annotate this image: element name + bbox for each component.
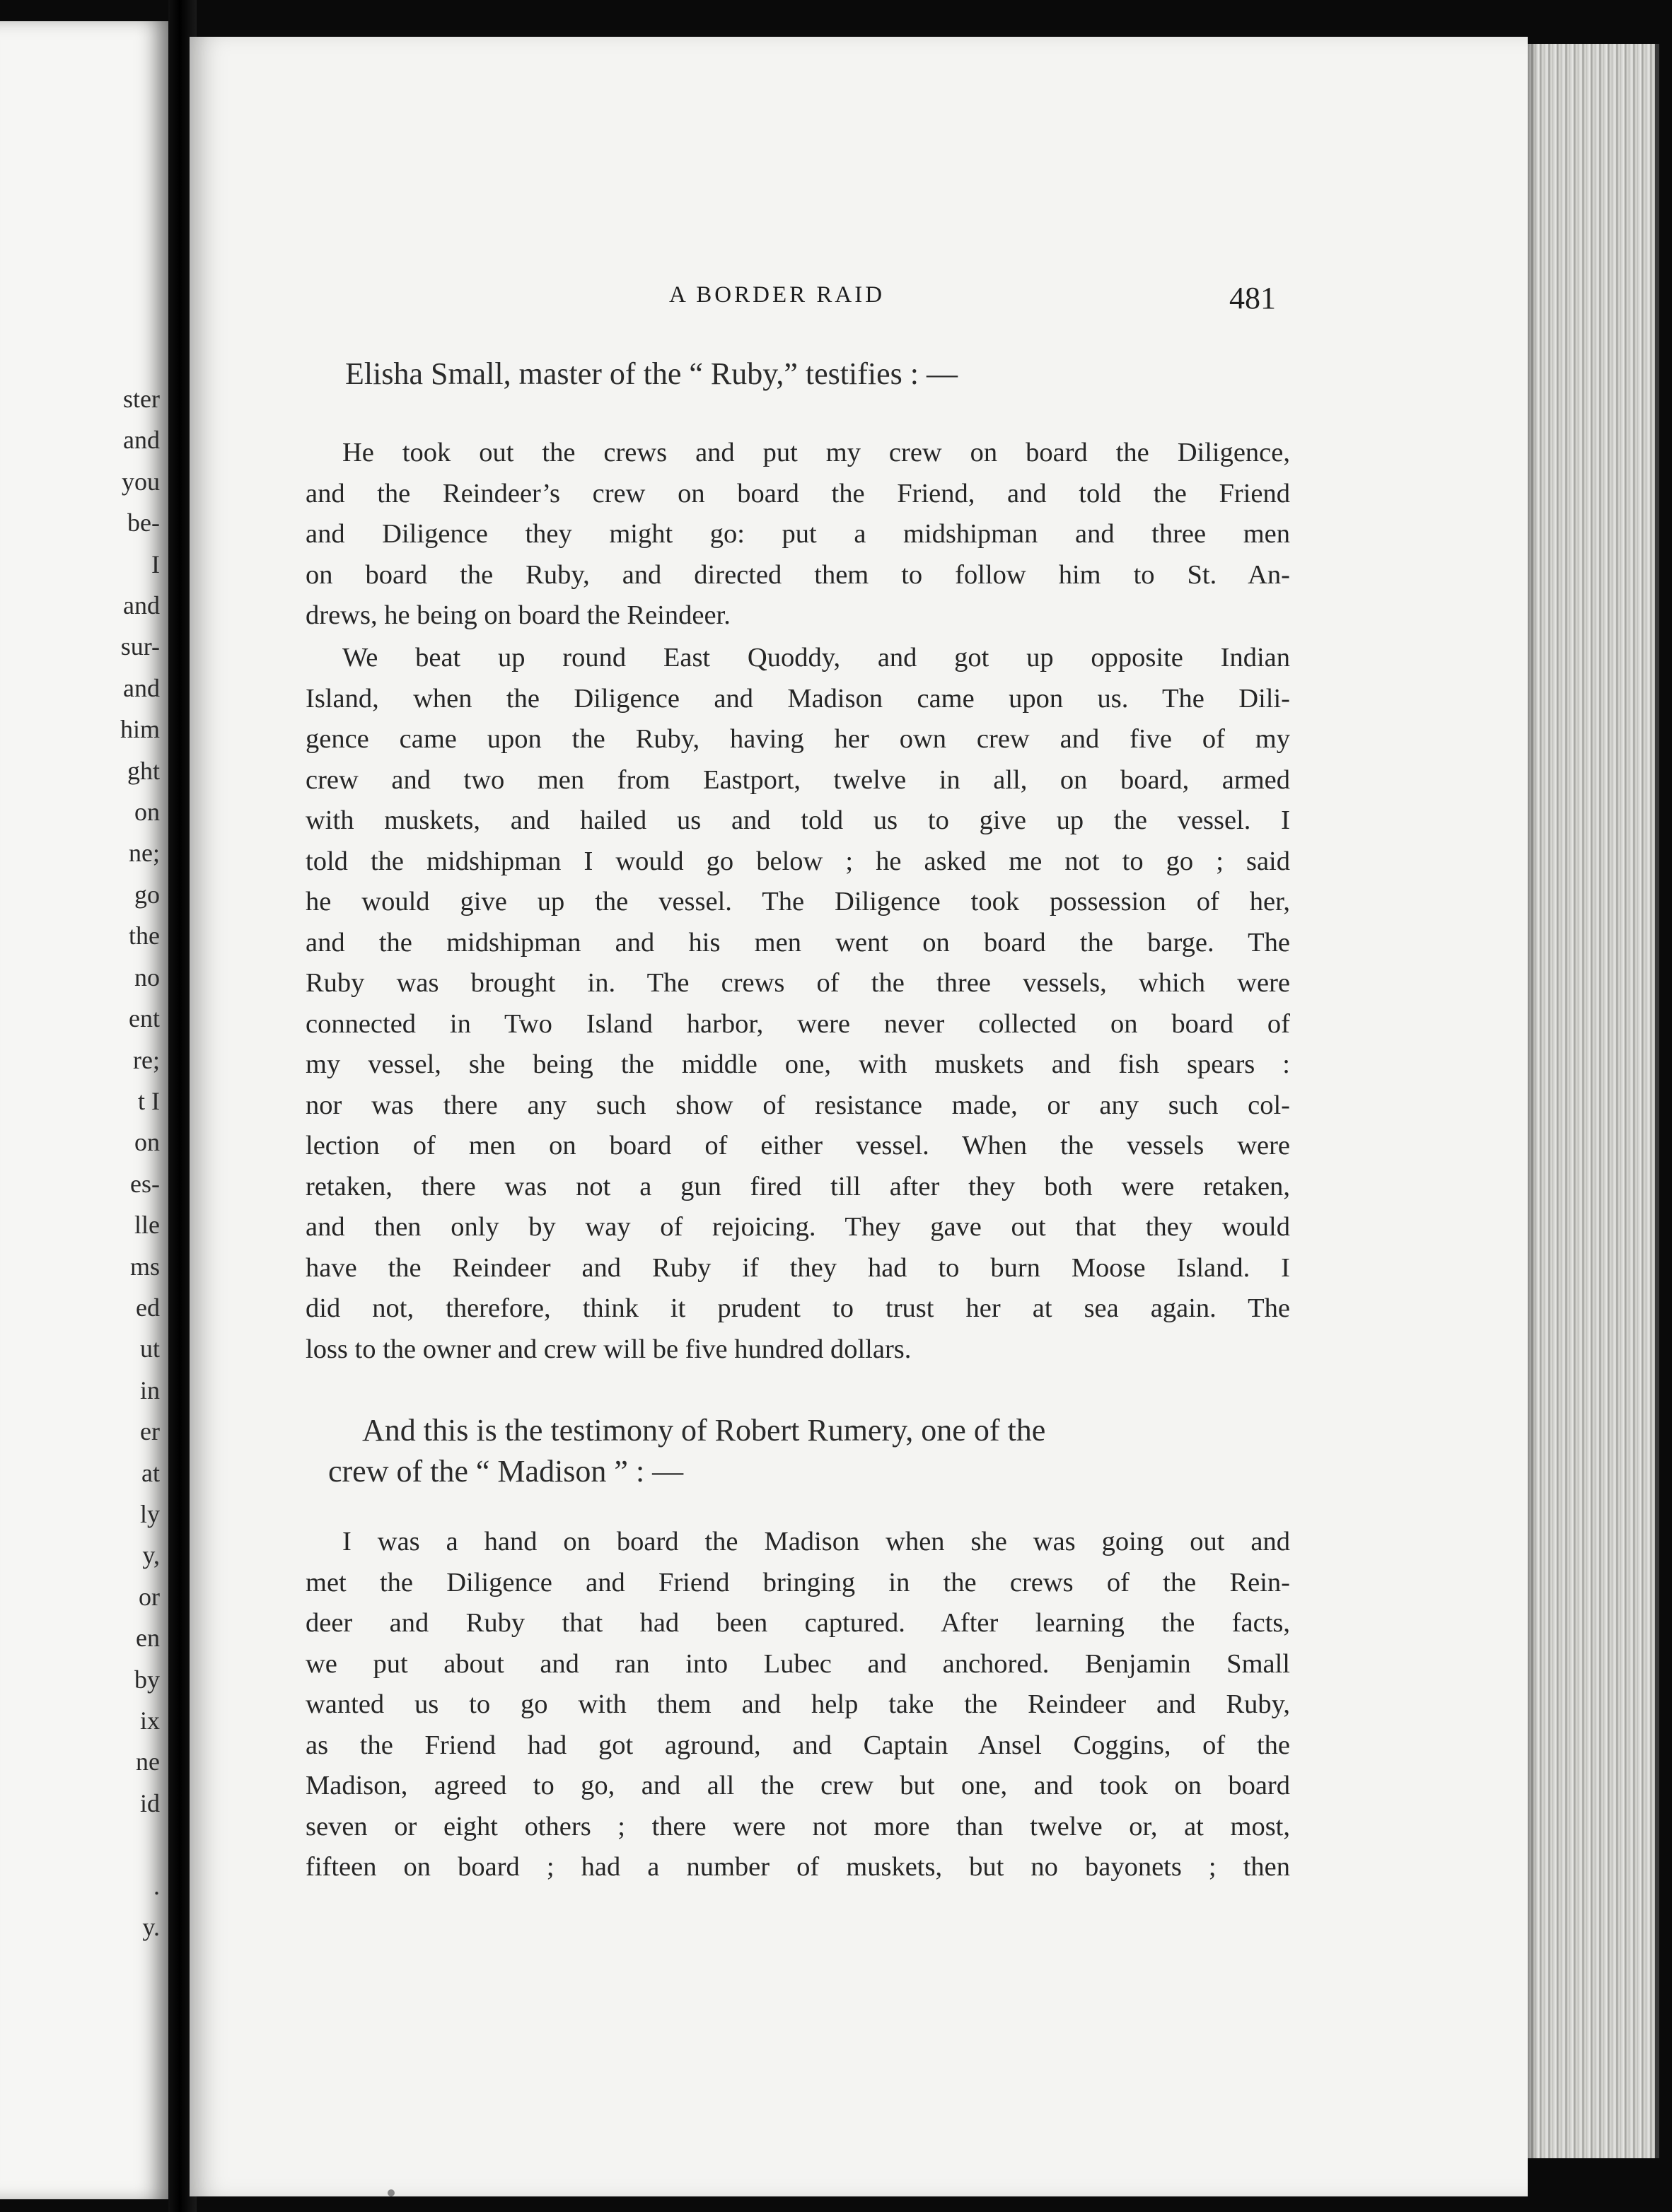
text-line: seven or eight others ; there were not more than twelve or, at most, bbox=[306, 1811, 1290, 1841]
text-line: he would give up the vessel. The Diligence took possession of her, bbox=[306, 887, 1290, 916]
left-page-fragment: sur- bbox=[120, 632, 160, 661]
left-page-fragment: lle bbox=[134, 1211, 160, 1240]
left-page-fragment: at bbox=[141, 1458, 160, 1487]
running-title: A BORDER RAID bbox=[669, 282, 886, 308]
text-line: we put about and ran into Lubec and anchored. Benjamin Small bbox=[306, 1648, 1290, 1679]
testimony-paragraph-1 bbox=[306, 433, 1290, 636]
left-page-fragment: go bbox=[134, 880, 160, 909]
text-line: retaken, there was not a gun fired till after they both were retaken, bbox=[306, 1171, 1290, 1201]
text-line: nor was there any such show of resistance made, or any such col- bbox=[306, 1090, 1290, 1120]
text-line: and the Reindeer’s crew on board the Friend, and told the Friend bbox=[306, 478, 1290, 508]
left-page-fragment: y. bbox=[142, 1913, 160, 1942]
left-page-fragment: on bbox=[134, 1128, 160, 1157]
left-page-fragment: by bbox=[134, 1665, 160, 1694]
text-line: loss to the owner and crew will be five hundred dollars. bbox=[306, 1334, 912, 1364]
scan-speck bbox=[388, 2189, 395, 2196]
left-page-fragment: and bbox=[123, 591, 160, 620]
text-line: as the Friend had got aground, and Captain Ansel Coggins, of the bbox=[306, 1730, 1290, 1760]
left-page-fragment: ed bbox=[136, 1293, 160, 1322]
text-line: met the Diligence and Friend bringing in the crews of the Rein- bbox=[306, 1567, 1290, 1597]
text-line: Island, when the Diligence and Madison came upon us. The Dili- bbox=[306, 683, 1290, 714]
text-line: Madison, agreed to go, and all the crew but one, and took on board bbox=[306, 1771, 1290, 1800]
left-page-fragment: be- bbox=[127, 508, 160, 537]
text-line: wanted us to go with them and help take the Reindeer and Ruby, bbox=[306, 1689, 1290, 1719]
left-page-fragment: ent bbox=[129, 1004, 160, 1033]
testimony-intro-robert-rumery bbox=[328, 1410, 1293, 1492]
left-page-fragment: ne bbox=[136, 1747, 160, 1776]
text-line: and then only by way of rejoicing. They gave out that they would bbox=[306, 1212, 1290, 1242]
left-facing-page bbox=[0, 21, 168, 2199]
text-line: crew and two men from Eastport, twelve in all, on board, armed bbox=[306, 764, 1290, 795]
page-edge-shadow bbox=[1528, 44, 1538, 2158]
page-number: 481 bbox=[1229, 281, 1276, 315]
left-page-fragment: ster bbox=[123, 385, 160, 413]
left-page-fragment: re; bbox=[133, 1045, 160, 1074]
left-page-fragment: or bbox=[139, 1582, 160, 1611]
text-line: told the midshipman I would go below ; he asked me not to go ; said bbox=[306, 846, 1290, 876]
text-line: Ruby was brought in. The crews of the three vessels, which were bbox=[306, 968, 1290, 998]
text-line: He took out the crews and put my crew on board the Diligence, bbox=[342, 438, 1290, 467]
left-page-fragment: on bbox=[134, 798, 160, 827]
text-line: my vessel, she being the middle one, with muskets and fish spears : bbox=[306, 1049, 1290, 1079]
page-edges bbox=[1528, 44, 1659, 2158]
left-page-fragment: him bbox=[120, 715, 160, 744]
left-page-fragment: you bbox=[122, 467, 160, 496]
testimony-intro-elisha-small: Elisha Small, master of the “ Ruby,” testifies : — bbox=[345, 356, 958, 391]
left-page-fragment: I bbox=[151, 549, 160, 578]
left-page-fragment: ne; bbox=[129, 839, 160, 868]
intro-line-1: And this is the testimony of Robert Rumery, one of the bbox=[362, 1413, 1046, 1448]
testimony-paragraph-3 bbox=[306, 1522, 1290, 1888]
intro-line-2: crew of the “ Madison ” : — bbox=[328, 1454, 684, 1489]
text-line: We beat up round East Quoddy, and got up opposite Indian bbox=[342, 643, 1290, 673]
text-line: have the Reindeer and Ruby if they had to burn Moose Island. I bbox=[306, 1252, 1290, 1283]
left-page-fragment: en bbox=[136, 1624, 160, 1653]
text-line: I was a hand on board the Madison when she was going out and bbox=[342, 1527, 1290, 1556]
text-line: connected in Two Island harbor, were never collected on board of bbox=[306, 1008, 1290, 1039]
left-page-fragment: t I bbox=[138, 1086, 160, 1115]
left-page-fragment: er bbox=[140, 1417, 160, 1446]
left-page-fragment: in bbox=[139, 1375, 160, 1404]
text-line: with muskets, and hailed us and told us to give up the vessel. I bbox=[306, 805, 1290, 835]
text-line: and Diligence they might go: put a midshipman and three men bbox=[306, 519, 1290, 549]
text-line: fifteen on board ; had a number of muskets, but no bayonets ; then bbox=[306, 1852, 1290, 1882]
left-page-text-fragments bbox=[120, 378, 160, 1948]
left-page-fragment: the bbox=[129, 921, 160, 950]
text-line: and the midshipman and his men went on board the barge. The bbox=[306, 927, 1290, 957]
left-page-fragment: . bbox=[153, 1871, 160, 1900]
left-page-fragment: y, bbox=[142, 1541, 160, 1570]
left-page-fragment: ght bbox=[127, 756, 160, 785]
text-line: on board the Ruby, and directed them to follow him to St. An- bbox=[306, 559, 1290, 590]
left-page-fragment: and bbox=[123, 673, 160, 702]
text-line: lection of men on board of either vessel. When the vessels were bbox=[306, 1131, 1290, 1160]
left-page-fragment: ms bbox=[129, 1252, 160, 1281]
left-page-fragment: es- bbox=[130, 1169, 160, 1198]
testimony-paragraph-2 bbox=[306, 638, 1290, 1370]
left-page-fragment: ix bbox=[139, 1706, 160, 1735]
left-page-fragment bbox=[120, 1824, 160, 1865]
text-line: gence came upon the Ruby, having her own crew and five of my bbox=[306, 724, 1290, 754]
text-line: did not, therefore, think it prudent to trust her at sea again. The bbox=[306, 1293, 1290, 1323]
left-page-fragment: ut bbox=[139, 1334, 160, 1363]
left-page-fragment: and bbox=[123, 426, 160, 455]
left-page-fragment: no bbox=[134, 962, 160, 991]
text-line: deer and Ruby that had been captured. After learning the facts, bbox=[306, 1608, 1290, 1638]
text-line: drews, he being on board the Reindeer. bbox=[306, 600, 731, 630]
left-page-fragment: id bbox=[139, 1788, 160, 1817]
left-page-fragment: ly bbox=[139, 1499, 160, 1528]
